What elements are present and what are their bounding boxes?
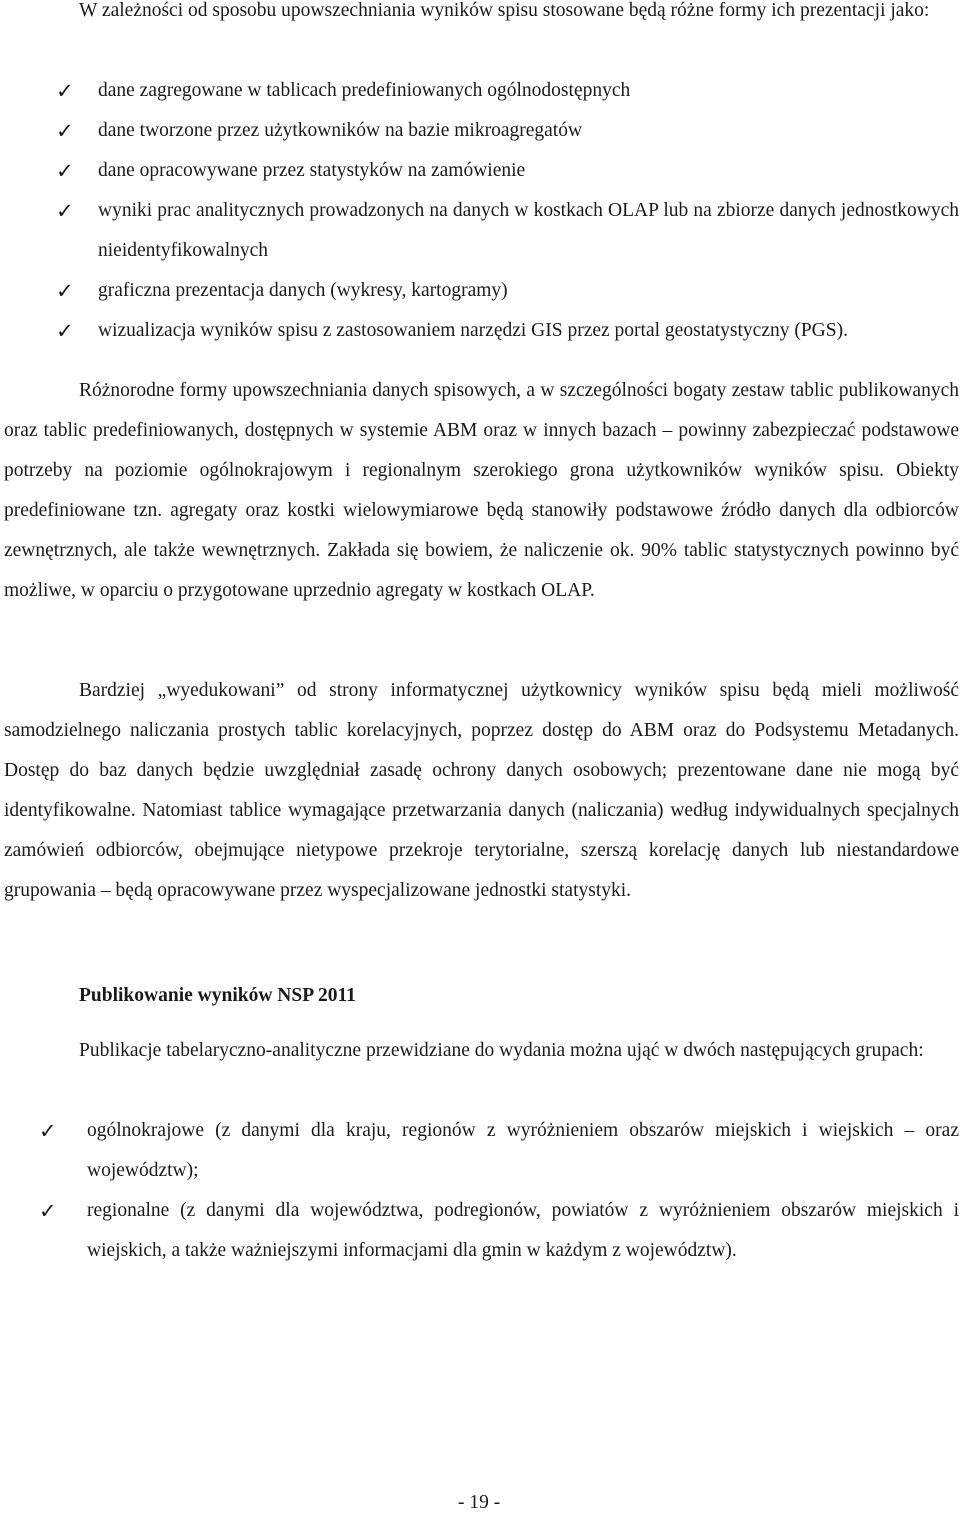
check-mark-icon: ✓ [56, 119, 74, 143]
check-mark-icon: ✓ [39, 1199, 57, 1223]
check-mark-icon: ✓ [56, 279, 74, 303]
list-item: ✓ graficzna prezentacja danych (wykresy, kartogramy) [98, 271, 959, 311]
body-paragraph-forms: Różnorodne formy upowszechniania danych spisowych, a w szczególności bogaty zestaw tablic publikowanych oraz tablic predefiniowanych, dostępnych w systemie ABM oraz w innych bazach – powinny zabezpieczać podstawowe potrzeby na poziomie ogólnokrajowym i regionalnym szerokiego grona użytkowników wyników spisu. Obiekty predefiniowane tzn. agregaty oraz kostki wielowymiarowe będą stanowiły podstawowe źródło danych dla odbiorców zewnętrznych, ale także wewnętrznych. Zakłada się bowiem, że naliczenie ok. 90% tablic statystycznych powinno być możliwe, w oparciu o przygotowane uprzednio agregaty w kostkach OLAP. [4, 380, 959, 601]
list-item: ✓ dane opracowywane przez statystyków na zamówienie [98, 151, 959, 191]
list-item: ✓ dane zagregowane w tablicach predefiniowanych ogólnodostępnych [98, 71, 959, 111]
list-item: ✓ regionalne (z danymi dla województwa, podregionów, powiatów z wyróżnieniem obszarów miejskich i wiejskich, a także ważniejszymi informacjami dla gmin w każdym z województw). [87, 1191, 959, 1271]
section-intro-paragraph: Publikacje tabelaryczno-analityczne przewidziane do wydania można ująć w dwóch następujących grupach: [79, 1040, 924, 1061]
check-mark-icon: ✓ [56, 159, 74, 183]
page-number: - 19 - [458, 1492, 501, 1513]
list-item: ✓ ogólnokrajowe (z danymi dla kraju, regionów z wyróżnieniem obszarów miejskich i wiejskich – oraz województw); [87, 1111, 959, 1191]
check-mark-icon: ✓ [56, 199, 74, 223]
publication-groups-list [39, 1111, 959, 1271]
list-item: ✓ wizualizacja wyników spisu z zastosowaniem narzędzi GIS przez portal geostatystyczny (PGS). [98, 311, 959, 351]
body-paragraph-users: Bardziej „wyedukowani” od strony informatycznej użytkownicy wyników spisu będą mieli możliwość samodzielnego naliczania prostych tablic korelacyjnych, poprzez dostęp do ABM oraz do Podsystemu Metadanych. Dostęp do baz danych będzie uwzględniał zasadę ochrony danych osobowych; prezentowane dane nie mogą być identyfikowalne. Natomiast tablice wymagające przetwarzania danych (naliczania) według indywidualnych specjalnych zamówień odbiorców, obejmujące nietypowe przekroje terytorialne, szerszą korelację danych lub niestandardowe grupowania – będą opracowywane przez wyspecjalizowane jednostki statystyki. [4, 680, 959, 901]
intro-paragraph [4, 0, 959, 31]
intro-text: W zależności od sposobu upowszechniania wyników spisu stosowane będą różne formy ich prezentacji jako: [79, 0, 930, 21]
check-mark-icon: ✓ [39, 1119, 57, 1143]
presentation-forms-list [56, 71, 959, 351]
section-heading: Publikowanie wyników NSP 2011 [79, 985, 356, 1006]
check-mark-icon: ✓ [56, 79, 74, 103]
check-mark-icon: ✓ [56, 319, 74, 343]
list-item: ✓ dane tworzone przez użytkowników na bazie mikroagregatów [98, 111, 959, 151]
list-item: ✓ wyniki prac analitycznych prowadzonych na danych w kostkach OLAP lub na zbiorze danych jednostkowych nieidentyfikowalnych [98, 191, 959, 271]
